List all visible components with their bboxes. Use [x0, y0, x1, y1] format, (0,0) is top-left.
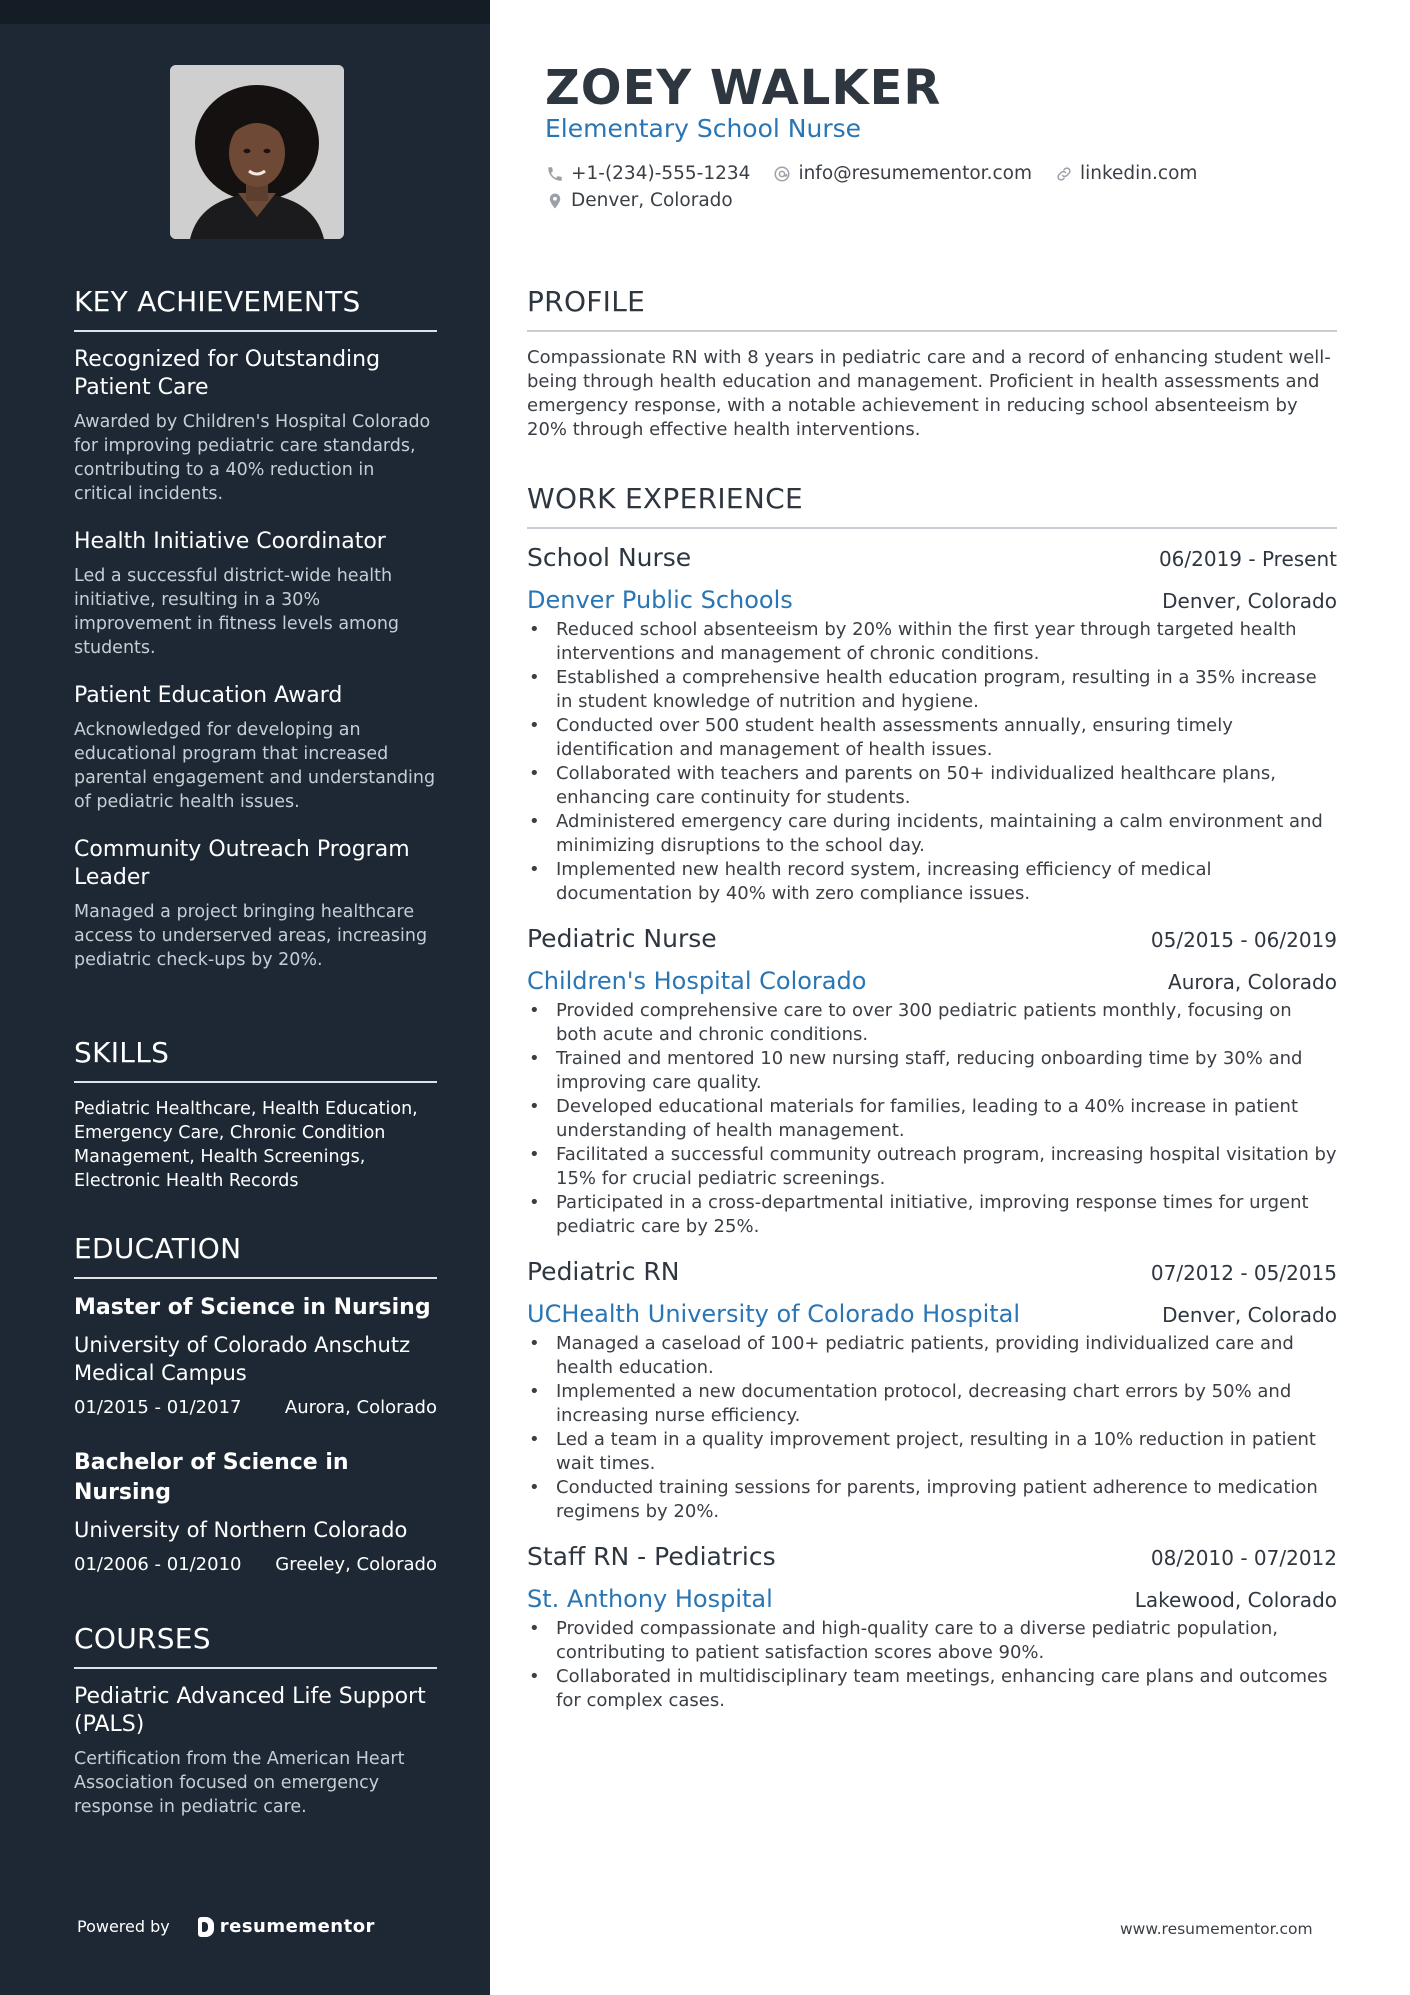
contact-phone[interactable] [545, 163, 750, 184]
education-item [74, 1293, 437, 1418]
job-company: UCHealth University of Colorado Hospital [527, 1300, 1021, 1328]
job-bullet: • Established a comprehensive health education program, resulting in a 35% increase in student knowledge of nutrition and hygiene. [527, 666, 1337, 714]
candidate-name: ZOEY WALKER [545, 60, 942, 116]
job-bullet: • Provided comprehensive care to over 300 pediatric patients monthly, focusing on both acute and chronic conditions. [527, 999, 1337, 1047]
job-company: Denver Public Schools [527, 586, 793, 614]
achievement-title: Health Initiative Coordinator [74, 529, 386, 554]
job-location: Denver, Colorado [1162, 589, 1337, 613]
education-heading: EDUCATION [74, 1232, 437, 1279]
job-bullet: • Participated in a cross-departmental initiative, improving response times for urgent pediatric care by 25%. [527, 1191, 1337, 1239]
skills-heading: SKILLS [74, 1036, 437, 1083]
linkedin-text: linkedin.com [1079, 163, 1198, 184]
achievement-title: Patient Education Award [74, 683, 343, 708]
job-dates: 08/2010 - 07/2012 [1150, 1546, 1337, 1570]
location-pin-icon [545, 191, 565, 211]
job-bullet: • Conducted training sessions for parents, improving patient adherence to medication regimens by 20%. [527, 1476, 1337, 1524]
job-bullet: • Collaborated in multidisciplinary team meetings, enhancing care plans and outcomes for complex cases. [527, 1665, 1337, 1713]
achievement-item [74, 836, 437, 972]
achievement-item [74, 346, 437, 506]
skills-list: Pediatric Healthcare, Health Education, Emergency Care, Chronic Condition Management, Health Screenings, Electronic Health Records [74, 1099, 418, 1191]
job-location: Aurora, Colorado [1168, 970, 1337, 994]
course-title: Pediatric Advanced Life Support (PALS) [74, 1684, 426, 1737]
education-dates: 01/2015 - 01/2017 [74, 1397, 242, 1418]
job-bullet: • Led a team in a quality improvement project, resulting in a 10% reduction in patient wait times. [527, 1428, 1337, 1476]
experience-section [527, 482, 1337, 1731]
achievement-description: Led a successful district-wide health initiative, resulting in a 30% improvement in fitness levels among students. [74, 566, 400, 658]
job-role: Staff RN - Pediatrics [527, 1542, 776, 1571]
job-bullets [527, 1617, 1337, 1713]
course-item [74, 1683, 437, 1819]
courses-heading: COURSES [74, 1622, 437, 1669]
sidebar [0, 0, 490, 1995]
experience-heading: WORK EXPERIENCE [527, 482, 1337, 529]
job-company: Children's Hospital Colorado [527, 967, 867, 995]
achievement-description: Acknowledged for developing an educational program that increased parental engagement and understanding of pediatric health issues. [74, 720, 436, 812]
job-bullet: • Implemented new health record system, increasing efficiency of medical documentation by 40% with zero compliance issues. [527, 858, 1337, 906]
job-bullet: • Managed a caseload of 100+ pediatric patients, providing individualized care and health education. [527, 1332, 1337, 1380]
job-entry [527, 1542, 1337, 1713]
phone-text: +1-(234)-555-1234 [571, 163, 751, 184]
education-degree: Master of Science in Nursing [74, 1295, 431, 1320]
achievements-section [74, 285, 437, 994]
portrait-image [170, 65, 344, 239]
brand-mark-icon [198, 1917, 214, 1937]
job-entry [527, 1257, 1337, 1524]
education-section [74, 1232, 437, 1605]
profile-photo [170, 65, 344, 239]
job-dates: 05/2015 - 06/2019 [1150, 928, 1337, 952]
contact-row-location [545, 190, 733, 211]
education-location: Greeley, Colorado [275, 1554, 437, 1575]
job-bullets [527, 1332, 1337, 1524]
education-meta [74, 1397, 437, 1418]
job-bullet: • Implemented a new documentation protocol, decreasing chart errors by 50% and increasing nurse efficiency. [527, 1380, 1337, 1428]
course-description: Certification from the American Heart Association focused on emergency response in pediatric care. [74, 1749, 405, 1817]
job-bullet: • Trained and mentored 10 new nursing staff, reducing onboarding time by 30% and improving care quality. [527, 1047, 1337, 1095]
job-entry [527, 924, 1337, 1239]
courses-section [74, 1622, 437, 1819]
education-school: University of Colorado Anschutz Medical Campus [74, 1333, 411, 1385]
job-bullet: • Administered emergency care during incidents, maintaining a calm environment and minimizing disruptions to the school day. [527, 810, 1337, 858]
location-text: Denver, Colorado [571, 190, 733, 211]
job-bullets [527, 618, 1337, 906]
footer-url[interactable]: www.resumementor.com [1120, 1920, 1313, 1938]
job-bullet: • Provided compassionate and high-quality care to a diverse pediatric population, contributing to patient satisfaction scores above 90%. [527, 1617, 1337, 1665]
phone-icon [545, 164, 565, 184]
achievement-title: Recognized for Outstanding Patient Care [74, 347, 381, 400]
job-bullet: • Developed educational materials for families, leading to a 40% increase in patient understanding of health management. [527, 1095, 1337, 1143]
achievement-item [74, 528, 437, 660]
achievement-description: Awarded by Children's Hospital Colorado for improving pediatric care standards, contributing to a 40% reduction in critical incidents. [74, 412, 431, 504]
job-location: Denver, Colorado [1162, 1303, 1337, 1327]
brand-logo[interactable] [198, 1916, 375, 1937]
education-dates: 01/2006 - 01/2010 [74, 1554, 242, 1575]
job-bullet: • Facilitated a successful community outreach program, increasing hospital visitation by 15% for crucial pediatric screenings. [527, 1143, 1337, 1191]
job-dates: 06/2019 - Present [1158, 547, 1337, 571]
email-text: info@resumementor.com [798, 163, 1032, 184]
contact-linkedin[interactable] [1054, 163, 1197, 184]
powered-by-label: Powered by [77, 1917, 170, 1936]
education-degree: Bachelor of Science in Nursing [74, 1450, 349, 1505]
contact-location [545, 190, 733, 211]
skills-section [74, 1036, 437, 1193]
achievement-description: Managed a project bringing healthcare access to underserved areas, increasing pediatric check-ups by 20%. [74, 902, 428, 970]
contact-row [545, 163, 1197, 184]
job-bullet: • Conducted over 500 student health assessments annually, ensuring timely identification and management of health issues. [527, 714, 1337, 762]
education-item [74, 1448, 437, 1575]
education-location: Aurora, Colorado [284, 1397, 437, 1418]
achievement-title: Community Outreach Program Leader [74, 837, 410, 890]
candidate-title: Elementary School Nurse [545, 114, 862, 143]
job-entry [527, 543, 1337, 906]
sidebar-top-bar [0, 0, 490, 24]
job-dates: 07/2012 - 05/2015 [1150, 1261, 1337, 1285]
job-bullets [527, 999, 1337, 1239]
job-company: St. Anthony Hospital [527, 1585, 773, 1613]
job-role: Pediatric Nurse [527, 924, 717, 953]
profile-summary: Compassionate RN with 8 years in pediatric care and a record of enhancing student well-being through health education and management. Proficient in health assessments and emergency response, with a notable achievement in reducing school absenteeism by 20% through effective health interventions. [527, 347, 1331, 440]
brand-name: resumementor [219, 1916, 375, 1937]
profile-section [527, 285, 1337, 442]
achievement-item [74, 682, 437, 814]
at-sign-icon [772, 164, 792, 184]
education-school: University of Northern Colorado [74, 1518, 408, 1542]
job-location: Lakewood, Colorado [1134, 1588, 1337, 1612]
job-bullet: • Reduced school absenteeism by 20% within the first year through targeted health interventions and management of chronic conditions. [527, 618, 1337, 666]
education-meta [74, 1554, 437, 1575]
job-bullet: • Collaborated with teachers and parents on 50+ individualized healthcare plans, enhancing care continuity for students. [527, 762, 1337, 810]
achievements-heading: KEY ACHIEVEMENTS [74, 285, 437, 332]
profile-heading: PROFILE [527, 285, 1337, 332]
link-icon [1054, 164, 1074, 184]
contact-email[interactable] [772, 163, 1032, 184]
powered-by [77, 1916, 375, 1937]
job-role: Pediatric RN [527, 1257, 680, 1286]
job-role: School Nurse [527, 543, 692, 572]
